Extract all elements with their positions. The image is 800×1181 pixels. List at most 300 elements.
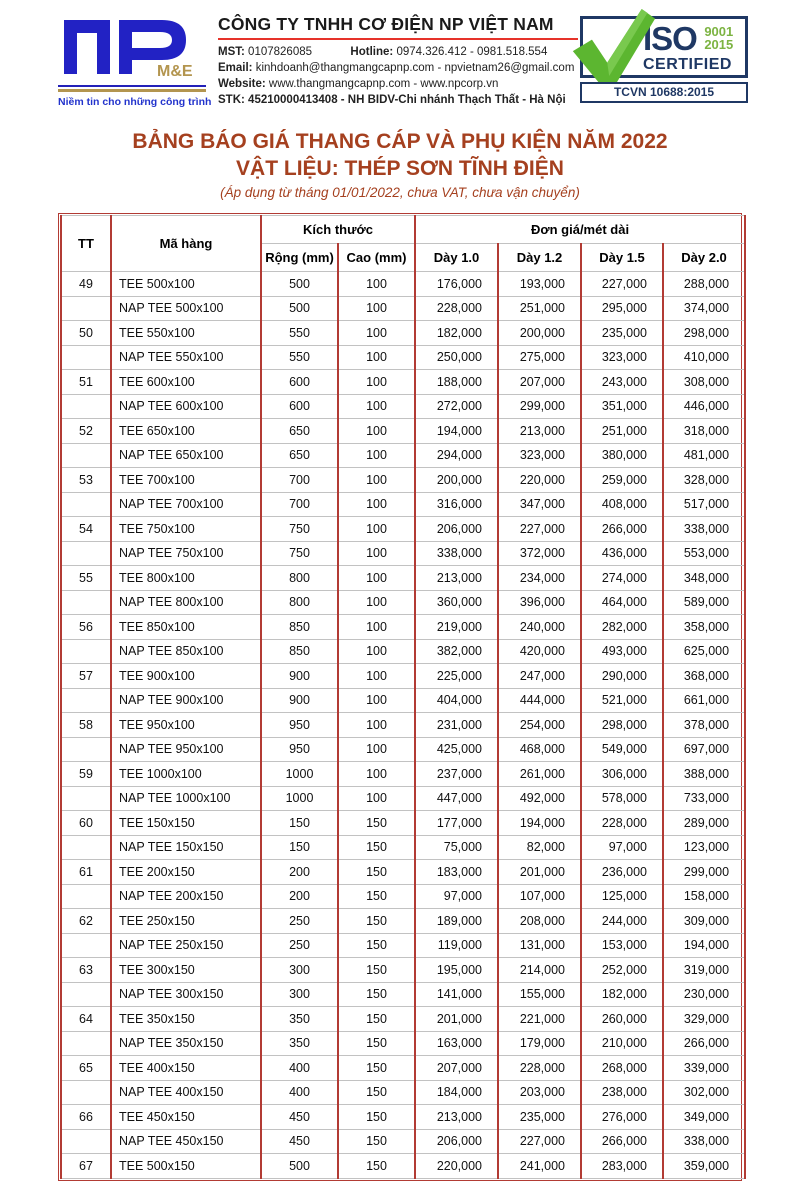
product-code: NAP TEE 550x100 [111, 345, 261, 370]
table-row [61, 1031, 745, 1056]
price-day-2-0: 553,000 [663, 541, 745, 566]
price-day-1-2: 240,000 [498, 615, 581, 640]
table-row [61, 737, 745, 762]
product-code: NAP TEE 950x100 [111, 737, 261, 762]
height-value: 100 [338, 272, 415, 297]
price-day-1-2: 247,000 [498, 664, 581, 689]
row-index [61, 639, 111, 664]
table-row [61, 688, 745, 713]
price-day-1-2: 200,000 [498, 321, 581, 346]
width-value: 900 [261, 664, 338, 689]
product-code: NAP TEE 250x150 [111, 933, 261, 958]
price-day-1-2: 221,000 [498, 1007, 581, 1032]
price-day-1-5: 290,000 [581, 664, 663, 689]
table-row [61, 1056, 745, 1081]
table-row [61, 394, 745, 419]
price-day-1-5: 125,000 [581, 884, 663, 909]
product-code: NAP TEE 700x100 [111, 492, 261, 517]
company-logo [58, 14, 210, 108]
price-day-1-0: 382,000 [415, 639, 498, 664]
header-tt: TT [61, 216, 111, 272]
price-day-1-2: 227,000 [498, 517, 581, 542]
row-index: 57 [61, 664, 111, 689]
iso-certified-text: CERTIFIED [643, 56, 732, 73]
table-row [61, 590, 745, 615]
price-day-2-0: 378,000 [663, 713, 745, 738]
price-day-1-5: 295,000 [581, 296, 663, 321]
height-value: 150 [338, 982, 415, 1007]
price-day-1-0: 228,000 [415, 296, 498, 321]
row-index: 51 [61, 370, 111, 395]
hotline-value: 0974.326.412 - 0981.518.554 [396, 46, 548, 58]
table-row [61, 419, 745, 444]
product-code: TEE 150x150 [111, 811, 261, 836]
price-day-1-2: 372,000 [498, 541, 581, 566]
price-day-2-0: 349,000 [663, 1105, 745, 1130]
row-index [61, 688, 111, 713]
height-value: 100 [338, 786, 415, 811]
price-day-1-5: 323,000 [581, 345, 663, 370]
price-day-1-0: 189,000 [415, 909, 498, 934]
stk-value: 45210000413408 - NH BIDV-Chi nhánh Thạch Thất - Hà Nội [248, 94, 566, 106]
row-index: 58 [61, 713, 111, 738]
price-day-1-2: 214,000 [498, 958, 581, 983]
height-value: 100 [338, 443, 415, 468]
row-index [61, 835, 111, 860]
row-index: 64 [61, 1007, 111, 1032]
price-day-1-5: 283,000 [581, 1154, 663, 1179]
width-value: 200 [261, 860, 338, 885]
product-code: TEE 900x100 [111, 664, 261, 689]
width-value: 300 [261, 982, 338, 1007]
row-index [61, 345, 111, 370]
height-value: 100 [338, 590, 415, 615]
price-day-2-0: 328,000 [663, 468, 745, 493]
price-day-2-0: 410,000 [663, 345, 745, 370]
product-code: NAP TEE 450x150 [111, 1129, 261, 1154]
table-row [61, 811, 745, 836]
price-day-1-2: 193,000 [498, 272, 581, 297]
price-day-1-0: 404,000 [415, 688, 498, 713]
price-table-header [61, 216, 745, 272]
price-day-1-5: 182,000 [581, 982, 663, 1007]
email-value: kinhdoanh@thangmangcapnp.com - npvietnam26@gmail.com [255, 62, 575, 74]
product-code: NAP TEE 600x100 [111, 394, 261, 419]
width-value: 700 [261, 468, 338, 493]
product-code: TEE 450x150 [111, 1105, 261, 1130]
product-code: TEE 550x100 [111, 321, 261, 346]
table-row [61, 713, 745, 738]
price-day-2-0: 302,000 [663, 1080, 745, 1105]
product-code: NAP TEE 800x100 [111, 590, 261, 615]
height-value: 100 [338, 737, 415, 762]
width-value: 850 [261, 615, 338, 640]
price-day-1-5: 252,000 [581, 958, 663, 983]
price-day-1-0: 163,000 [415, 1031, 498, 1056]
email-label: Email: [218, 62, 253, 74]
height-value: 150 [338, 1129, 415, 1154]
price-day-1-0: 182,000 [415, 321, 498, 346]
row-index: 56 [61, 615, 111, 640]
iso-years [704, 25, 733, 51]
hotline-label: Hotline: [350, 46, 394, 58]
row-index [61, 443, 111, 468]
product-code: TEE 200x150 [111, 860, 261, 885]
iso-year-2015: 2015 [704, 37, 734, 52]
price-day-1-2: 275,000 [498, 345, 581, 370]
price-day-2-0: 194,000 [663, 933, 745, 958]
price-day-1-2: 444,000 [498, 688, 581, 713]
price-day-1-2: 203,000 [498, 1080, 581, 1105]
price-day-2-0: 517,000 [663, 492, 745, 517]
price-day-1-0: 447,000 [415, 786, 498, 811]
height-value: 150 [338, 811, 415, 836]
price-day-1-0: 213,000 [415, 1105, 498, 1130]
height-value: 100 [338, 345, 415, 370]
row-index [61, 590, 111, 615]
table-row [61, 1007, 745, 1032]
row-index: 66 [61, 1105, 111, 1130]
row-index [61, 1080, 111, 1105]
height-value: 100 [338, 688, 415, 713]
width-value: 950 [261, 713, 338, 738]
height-value: 150 [338, 933, 415, 958]
logo-me-text: M&E [157, 63, 193, 80]
table-row [61, 762, 745, 787]
price-day-1-5: 436,000 [581, 541, 663, 566]
product-code: NAP TEE 850x100 [111, 639, 261, 664]
row-index: 65 [61, 1056, 111, 1081]
price-day-1-2: 254,000 [498, 713, 581, 738]
price-day-2-0: 318,000 [663, 419, 745, 444]
table-row [61, 786, 745, 811]
price-day-1-0: 195,000 [415, 958, 498, 983]
height-value: 100 [338, 664, 415, 689]
logo-underline [58, 85, 206, 92]
price-day-1-2: 213,000 [498, 419, 581, 444]
row-index [61, 786, 111, 811]
price-day-1-0: 183,000 [415, 860, 498, 885]
height-value: 150 [338, 1056, 415, 1081]
price-day-1-5: 351,000 [581, 394, 663, 419]
height-value: 100 [338, 541, 415, 566]
title-line-2: VẬT LIỆU: THÉP SƠN TĨNH ĐIỆN [236, 157, 564, 180]
table-row [61, 345, 745, 370]
price-day-2-0: 308,000 [663, 370, 745, 395]
height-value: 150 [338, 1080, 415, 1105]
width-value: 900 [261, 688, 338, 713]
header-day-2-0: Dày 2.0 [663, 244, 745, 272]
price-day-1-2: 420,000 [498, 639, 581, 664]
height-value: 150 [338, 835, 415, 860]
price-day-1-5: 380,000 [581, 443, 663, 468]
price-day-1-5: 549,000 [581, 737, 663, 762]
table-row [61, 370, 745, 395]
width-value: 650 [261, 443, 338, 468]
product-code: NAP TEE 500x100 [111, 296, 261, 321]
price-day-1-0: 338,000 [415, 541, 498, 566]
height-value: 100 [338, 615, 415, 640]
price-day-2-0: 230,000 [663, 982, 745, 1007]
price-day-1-2: 227,000 [498, 1129, 581, 1154]
logo-tagline: Niềm tin cho những công trình [58, 96, 212, 108]
price-day-1-0: 237,000 [415, 762, 498, 787]
height-value: 150 [338, 958, 415, 983]
iso-certification-badge [580, 16, 748, 110]
price-day-1-5: 276,000 [581, 1105, 663, 1130]
table-row [61, 615, 745, 640]
price-day-2-0: 288,000 [663, 272, 745, 297]
price-day-1-0: 220,000 [415, 1154, 498, 1179]
height-value: 150 [338, 860, 415, 885]
price-day-1-5: 306,000 [581, 762, 663, 787]
price-day-1-5: 227,000 [581, 272, 663, 297]
row-index: 54 [61, 517, 111, 542]
height-value: 150 [338, 1007, 415, 1032]
price-day-1-0: 177,000 [415, 811, 498, 836]
website-label: Website: [218, 78, 266, 90]
product-code: NAP TEE 1000x100 [111, 786, 261, 811]
company-contact [218, 44, 578, 108]
product-code: TEE 400x150 [111, 1056, 261, 1081]
price-day-2-0: 319,000 [663, 958, 745, 983]
price-day-1-2: 251,000 [498, 296, 581, 321]
width-value: 250 [261, 933, 338, 958]
price-day-1-5: 153,000 [581, 933, 663, 958]
price-day-2-0: 348,000 [663, 566, 745, 591]
price-day-1-2: 131,000 [498, 933, 581, 958]
width-value: 500 [261, 1154, 338, 1179]
price-day-1-0: 75,000 [415, 835, 498, 860]
price-day-2-0: 358,000 [663, 615, 745, 640]
price-day-1-2: 299,000 [498, 394, 581, 419]
height-value: 100 [338, 370, 415, 395]
price-day-2-0: 481,000 [663, 443, 745, 468]
row-index [61, 933, 111, 958]
price-day-1-0: 97,000 [415, 884, 498, 909]
price-day-1-0: 184,000 [415, 1080, 498, 1105]
height-value: 100 [338, 713, 415, 738]
width-value: 700 [261, 492, 338, 517]
width-value: 1000 [261, 762, 338, 787]
price-day-2-0: 733,000 [663, 786, 745, 811]
price-day-1-5: 210,000 [581, 1031, 663, 1056]
product-code: TEE 600x100 [111, 370, 261, 395]
width-value: 650 [261, 419, 338, 444]
height-value: 100 [338, 394, 415, 419]
height-value: 100 [338, 419, 415, 444]
height-value: 100 [338, 639, 415, 664]
table-row [61, 468, 745, 493]
width-value: 800 [261, 590, 338, 615]
table-row [61, 566, 745, 591]
price-day-1-0: 250,000 [415, 345, 498, 370]
price-day-1-5: 266,000 [581, 517, 663, 542]
width-value: 750 [261, 541, 338, 566]
price-day-1-5: 274,000 [581, 566, 663, 591]
price-day-1-5: 97,000 [581, 835, 663, 860]
height-value: 100 [338, 468, 415, 493]
product-code: TEE 850x100 [111, 615, 261, 640]
price-day-1-2: 235,000 [498, 1105, 581, 1130]
height-value: 100 [338, 566, 415, 591]
price-day-1-0: 119,000 [415, 933, 498, 958]
table-row [61, 860, 745, 885]
iso-text: ISO [643, 20, 697, 57]
price-day-2-0: 359,000 [663, 1154, 745, 1179]
table-row [61, 541, 745, 566]
header-ma-hang: Mã hàng [111, 216, 261, 272]
table-row [61, 664, 745, 689]
width-value: 1000 [261, 786, 338, 811]
row-index [61, 492, 111, 517]
width-value: 200 [261, 884, 338, 909]
price-day-1-2: 241,000 [498, 1154, 581, 1179]
price-day-2-0: 625,000 [663, 639, 745, 664]
width-value: 350 [261, 1031, 338, 1056]
product-code: NAP TEE 400x150 [111, 1080, 261, 1105]
iso-year-9001: 9001 [704, 24, 734, 39]
table-row [61, 835, 745, 860]
price-day-2-0: 374,000 [663, 296, 745, 321]
height-value: 100 [338, 492, 415, 517]
price-day-2-0: 697,000 [663, 737, 745, 762]
price-day-2-0: 446,000 [663, 394, 745, 419]
price-day-1-2: 194,000 [498, 811, 581, 836]
page-header [58, 14, 748, 108]
price-day-2-0: 289,000 [663, 811, 745, 836]
product-code: TEE 300x150 [111, 958, 261, 983]
price-day-1-0: 225,000 [415, 664, 498, 689]
mst-value: 0107826085 [248, 46, 313, 58]
company-info [218, 14, 578, 108]
price-day-1-2: 228,000 [498, 1056, 581, 1081]
price-day-2-0: 339,000 [663, 1056, 745, 1081]
contact-line-website [218, 76, 578, 92]
price-day-1-2: 208,000 [498, 909, 581, 934]
contact-line-email [218, 60, 578, 76]
np-logo-icon [58, 14, 200, 78]
price-day-2-0: 158,000 [663, 884, 745, 909]
header-rong: Rộng (mm) [261, 244, 338, 272]
price-day-1-2: 396,000 [498, 590, 581, 615]
table-row [61, 1154, 745, 1179]
product-code: NAP TEE 300x150 [111, 982, 261, 1007]
width-value: 450 [261, 1105, 338, 1130]
price-day-1-0: 141,000 [415, 982, 498, 1007]
header-cao: Cao (mm) [338, 244, 415, 272]
row-index [61, 1129, 111, 1154]
price-day-1-5: 268,000 [581, 1056, 663, 1081]
price-day-1-0: 200,000 [415, 468, 498, 493]
height-value: 150 [338, 1105, 415, 1130]
price-table-container [58, 213, 742, 1181]
table-row [61, 1105, 745, 1130]
price-day-1-0: 231,000 [415, 713, 498, 738]
row-index: 60 [61, 811, 111, 836]
price-day-1-5: 578,000 [581, 786, 663, 811]
row-index: 49 [61, 272, 111, 297]
height-value: 150 [338, 909, 415, 934]
product-code: TEE 750x100 [111, 517, 261, 542]
row-index: 50 [61, 321, 111, 346]
price-day-2-0: 309,000 [663, 909, 745, 934]
iso-box [580, 16, 748, 78]
height-value: 100 [338, 517, 415, 542]
price-day-1-5: 521,000 [581, 688, 663, 713]
price-day-1-2: 261,000 [498, 762, 581, 787]
product-code: NAP TEE 900x100 [111, 688, 261, 713]
company-name: CÔNG TY TNHH CƠ ĐIỆN NP VIỆT NAM [218, 14, 578, 40]
price-day-1-2: 323,000 [498, 443, 581, 468]
row-index: 63 [61, 958, 111, 983]
price-day-1-5: 228,000 [581, 811, 663, 836]
price-day-1-5: 251,000 [581, 419, 663, 444]
width-value: 550 [261, 345, 338, 370]
contact-line-stk [218, 92, 578, 108]
width-value: 150 [261, 835, 338, 860]
tcvn-standard-box: TCVN 10688:2015 [580, 82, 748, 103]
product-code: TEE 500x100 [111, 272, 261, 297]
price-day-2-0: 329,000 [663, 1007, 745, 1032]
row-index: 55 [61, 566, 111, 591]
price-day-1-0: 425,000 [415, 737, 498, 762]
row-index [61, 1031, 111, 1056]
header-day-1-5: Dày 1.5 [581, 244, 663, 272]
price-day-1-2: 107,000 [498, 884, 581, 909]
price-day-1-5: 243,000 [581, 370, 663, 395]
width-value: 500 [261, 272, 338, 297]
price-day-1-0: 213,000 [415, 566, 498, 591]
price-day-1-5: 282,000 [581, 615, 663, 640]
price-day-1-5: 298,000 [581, 713, 663, 738]
product-code: NAP TEE 650x100 [111, 443, 261, 468]
price-day-1-0: 188,000 [415, 370, 498, 395]
table-row [61, 1129, 745, 1154]
height-value: 100 [338, 296, 415, 321]
price-day-1-5: 244,000 [581, 909, 663, 934]
price-day-2-0: 368,000 [663, 664, 745, 689]
price-table-body [61, 272, 745, 1179]
table-row [61, 884, 745, 909]
table-row [61, 272, 745, 297]
width-value: 750 [261, 517, 338, 542]
price-day-1-0: 360,000 [415, 590, 498, 615]
table-row [61, 639, 745, 664]
price-day-1-2: 155,000 [498, 982, 581, 1007]
width-value: 950 [261, 737, 338, 762]
row-index [61, 884, 111, 909]
product-code: TEE 500x150 [111, 1154, 261, 1179]
row-index [61, 982, 111, 1007]
price-day-1-0: 294,000 [415, 443, 498, 468]
price-day-1-2: 179,000 [498, 1031, 581, 1056]
height-value: 150 [338, 1154, 415, 1179]
row-index: 67 [61, 1154, 111, 1179]
width-value: 800 [261, 566, 338, 591]
table-row [61, 443, 745, 468]
product-code: TEE 350x150 [111, 1007, 261, 1032]
price-day-1-0: 201,000 [415, 1007, 498, 1032]
price-day-1-5: 235,000 [581, 321, 663, 346]
width-value: 350 [261, 1007, 338, 1032]
price-day-1-0: 316,000 [415, 492, 498, 517]
product-code: TEE 650x100 [111, 419, 261, 444]
product-code: TEE 250x150 [111, 909, 261, 934]
width-value: 250 [261, 909, 338, 934]
product-code: TEE 800x100 [111, 566, 261, 591]
width-value: 400 [261, 1056, 338, 1081]
